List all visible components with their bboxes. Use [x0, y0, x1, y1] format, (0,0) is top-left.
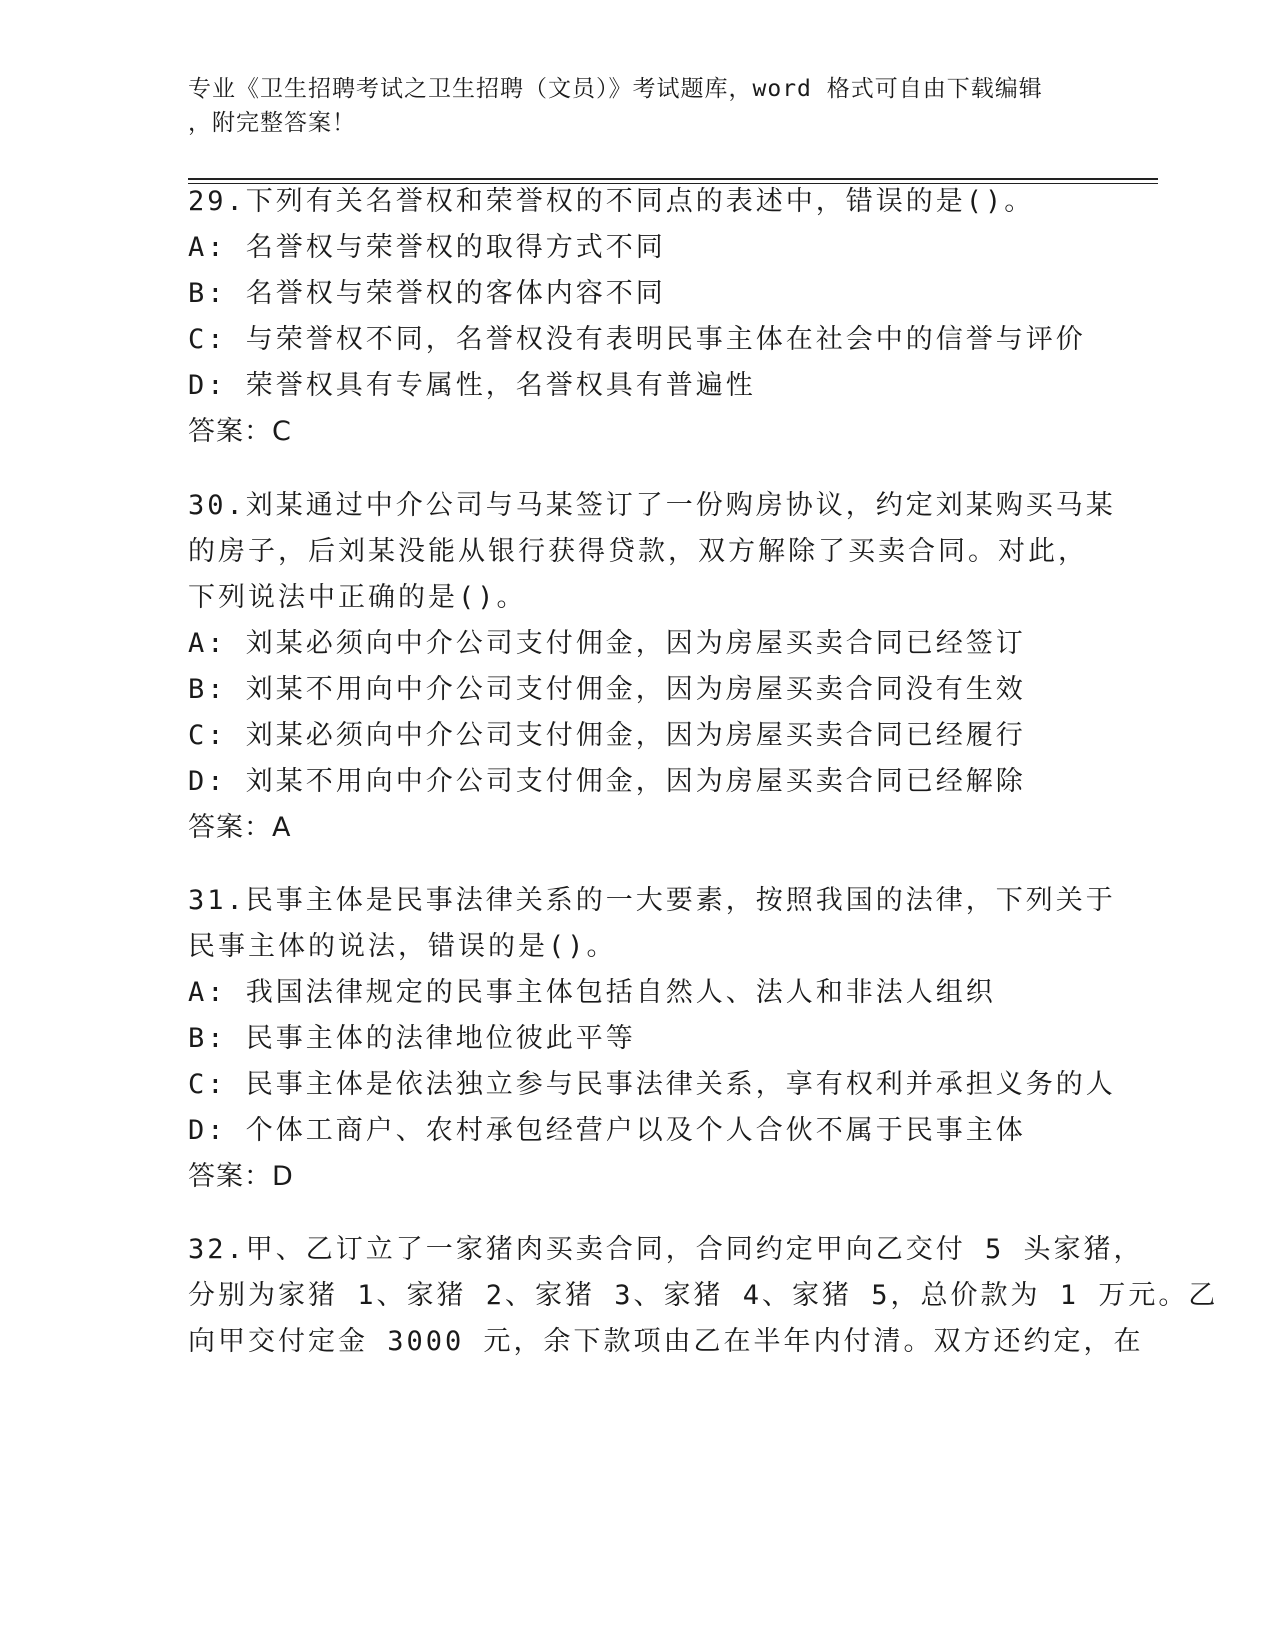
question-stem: 29.下列有关名誉权和荣誉权的不同点的表述中，错误的是()。 [188, 186, 1035, 217]
option-c: C: 刘某必须向中介公司支付佣金，因为房屋买卖合同已经履行 [188, 720, 1026, 751]
option-d: D: 个体工商户、农村承包经营户以及个人合伙不属于民事主体 [188, 1115, 1026, 1146]
question-31 [188, 878, 1116, 1200]
question-stem: 民事主体的说法，错误的是()。 [188, 931, 617, 962]
header-line-2: ，附完整答案！ [188, 110, 356, 136]
document-header [188, 72, 1068, 140]
question-stem: 30.刘某通过中介公司与马某签订了一份购房协议，约定刘某购买马某 [188, 490, 1116, 521]
option-d: D: 刘某不用向中介公司支付佣金，因为房屋买卖合同已经解除 [188, 766, 1026, 797]
option-d: D: 荣誉权具有专属性，名誉权具有普遍性 [188, 370, 756, 401]
option-b: B: 名誉权与荣誉权的客体内容不同 [188, 278, 666, 309]
header-line-1: 专业《卫生招聘考试之卫生招聘（文员）》考试题库，word 格式可自由下载编辑 [188, 76, 1043, 102]
question-stem: 下列说法中正确的是()。 [188, 582, 527, 613]
question-stem: 32.甲、乙订立了一家猪肉买卖合同，合同约定甲向乙交付 5 头家猪， [188, 1234, 1144, 1265]
option-b: B: 刘某不用向中介公司支付佣金，因为房屋买卖合同没有生效 [188, 674, 1026, 705]
option-a: A: 我国法律规定的民事主体包括自然人、法人和非法人组织 [188, 977, 996, 1008]
question-stem: 分别为家猪 1、家猪 2、家猪 3、家猪 4、家猪 5，总价款为 1 万元。乙 [188, 1280, 1219, 1311]
answer: 答案：C [188, 416, 292, 447]
question-stem: 31.民事主体是民事法律关系的一大要素，按照我国的法律，下列关于 [188, 885, 1116, 916]
question-32 [188, 1227, 1219, 1365]
option-c: C: 民事主体是依法独立参与民事法律关系，享有权利并承担义务的人 [188, 1069, 1116, 1100]
question-stem: 的房子，后刘某没能从银行获得贷款，双方解除了买卖合同。对此， [188, 536, 1088, 567]
option-c: C: 与荣誉权不同，名誉权没有表明民事主体在社会中的信誉与评价 [188, 324, 1086, 355]
option-b: B: 民事主体的法律地位彼此平等 [188, 1023, 636, 1054]
question-30 [188, 483, 1116, 851]
answer: 答案：D [188, 1161, 294, 1192]
question-29 [188, 179, 1088, 455]
question-stem: 向甲交付定金 3000 元，余下款项由乙在半年内付清。双方还约定，在 [188, 1326, 1144, 1357]
option-a: A: 名誉权与荣誉权的取得方式不同 [188, 232, 666, 263]
option-a: A: 刘某必须向中介公司支付佣金，因为房屋买卖合同已经签订 [188, 628, 1026, 659]
answer: 答案：A [188, 812, 292, 843]
